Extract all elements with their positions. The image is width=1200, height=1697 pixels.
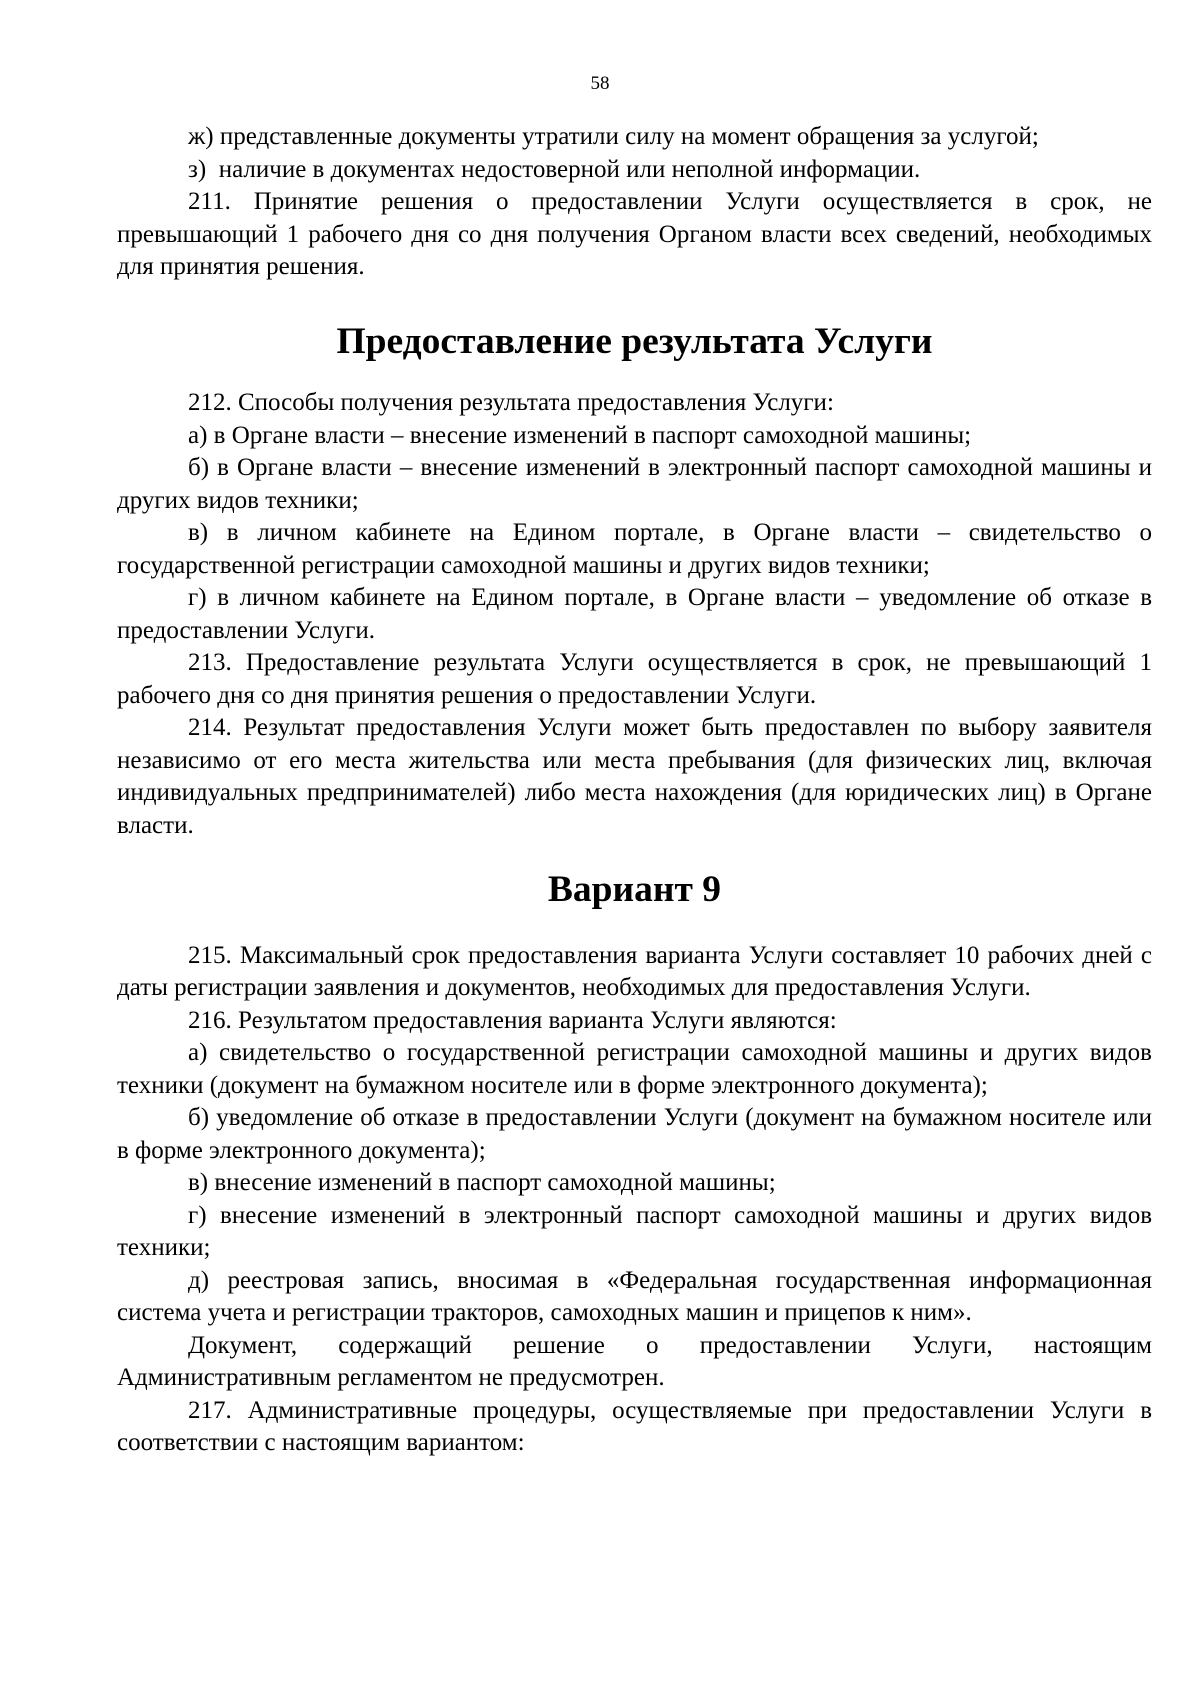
page-number: 58 <box>590 73 610 94</box>
paragraph: 215. Максимальный срок предоставления варианта Услуги составляет 10 рабочих дней с даты регистрации заявления и документов, необходимых для предоставления Услуги. <box>117 941 1152 1001</box>
section-result-delivery <box>117 387 1152 842</box>
section-refusal-grounds <box>117 121 1152 284</box>
paragraph: д) реестровая запись, вносимая в «Федеральная государственная информационная система учета и регистрации тракторов, самоходных машин и прицепов к ним». <box>117 1266 1152 1326</box>
paragraph: з) наличие в документах недостоверной или неполной информации. <box>188 155 921 183</box>
paragraph: б) уведомление об отказе в предоставлении Услуги (документ на бумажном носителе или в форме электронного документа); <box>117 1104 1152 1164</box>
section-variant-9 <box>117 940 1152 1460</box>
paragraph: а) в Органе власти – внесение изменений в паспорт самоходной машины; <box>188 421 972 449</box>
paragraph: г) внесение изменений в электронный паспорт самоходной машины и других видов техники; <box>117 1201 1152 1261</box>
paragraph: б) в Органе власти – внесение изменений в электронный паспорт самоходной машины и других видов техники; <box>117 454 1152 514</box>
paragraph: 213. Предоставление результата Услуги осуществляется в срок, не превышающий 1 рабочего дня со дня принятия решения о предоставлении Услуги. <box>117 649 1152 709</box>
paragraph: 217. Административные процедуры, осуществляемые при предоставлении Услуги в соответствии с настоящим вариантом: <box>117 1396 1152 1456</box>
section-heading-variant: Вариант 9 <box>547 869 722 910</box>
paragraph: а) свидетельство о государственной регистрации самоходной машины и других видов техники (документ на бумажном носителе или в форме электронного документа); <box>117 1039 1152 1099</box>
paragraph: в) в личном кабинете на Едином портале, в Органе власти – свидетельство о государственной регистрации самоходной машины и других видов техники; <box>117 519 1152 579</box>
paragraph: 216. Результатом предоставления варианта Услуги являются: <box>188 1006 837 1034</box>
paragraph: в) внесение изменений в паспорт самоходной машины; <box>188 1169 776 1196</box>
section-heading-result: Предоставление результата Услуги <box>336 320 933 362</box>
paragraph: 212. Способы получения результата предоставления Услуги: <box>188 389 834 416</box>
paragraph: 214. Результат предоставления Услуги может быть предоставлен по выбору заявителя независимо от его места жительства или места пребывания (для физических лиц, включая индивидуальных предпринимателей) либо места нахождения (для юридических лиц) в Органе власти. <box>117 714 1152 839</box>
document-body <box>117 121 1152 1460</box>
paragraph: 211. Принятие решения о предоставлении Услуги осуществляется в срок, не превышающий 1 рабочего дня со дня получения Органом власти всех сведений, необходимых для принятия решения. <box>117 188 1152 280</box>
paragraph: г) в личном кабинете на Едином портале, в Органе власти – уведомление об отказе в предоставлении Услуги. <box>117 584 1152 644</box>
paragraph: Документ, содержащий решение о предоставлении Услуги, настоящим Административным регламентом не предусмотрен. <box>117 1331 1152 1391</box>
paragraph: ж) представленные документы утратили силу на момент обращения за услугой; <box>188 123 1039 150</box>
